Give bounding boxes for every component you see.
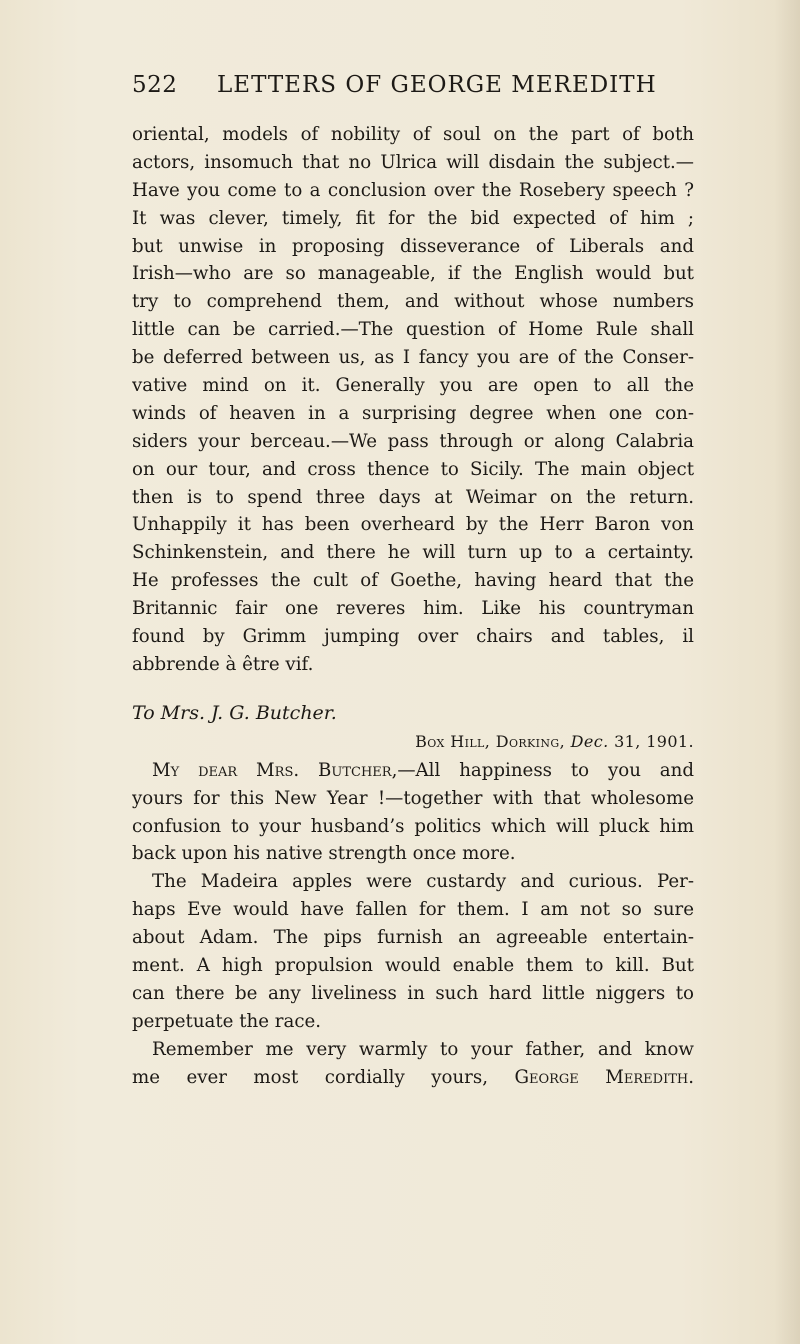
dateline-place: Box Hill, Dorking, [415,731,566,751]
text-line: oriental, models of nobility of soul on the part of both [132,124,694,145]
text-line: ment. A high propulsion would enable them to kill. But [132,955,694,977]
text-line: Unhappily it has been overheard by the Herr Baron von [132,514,694,536]
text-line: perpetuate the race. [132,1010,322,1032]
text-line: Britannic fair one reveres him. Like his countryman [132,598,694,620]
running-head: LETTERS OF GEORGE MEREDITH [217,72,657,98]
text-line: confusion to your husband’s politics which will pluck him [132,815,694,837]
section-gap [132,679,694,699]
dateline-date: 31, 1901. [614,731,694,751]
text-line: actors, insomuch that no Ulrica will disdain the subject.— [132,151,694,173]
letter-dateline [132,727,694,757]
text-line: Remember me very warmly to your father, and know [152,1038,694,1060]
text-line: try to comprehend them, and without whose numbers [132,291,694,313]
text-line: vative mind on it. Generally you are open to all the [132,375,694,397]
text-line: but unwise in proposing disseverance of Liberals and [132,235,694,257]
text-line: little can be carried.—The question of Home Rule shall [132,319,694,341]
text-line: winds of heaven in a surprising degree when one con- [132,402,694,424]
dateline-month: Dec. [570,731,609,751]
text-line: about Adam. The pips furnish an agreeable entertain- [132,927,694,949]
text-line: on our tour, and cross thence to Sicily. The main object [132,458,694,480]
text-line: He professes the cult of Goethe, having heard that the [132,570,694,592]
closing-text: me ever most cordially yours, [132,1066,488,1088]
text-line: back upon his native strength once more. [132,843,516,865]
letter-addressee: To Mrs. J. G. Butcher. [132,701,337,724]
text-line: abbrende à être vif. [132,653,314,675]
text-line: Irish—who are so manageable, if the English would but [132,263,694,285]
closing-line [132,1064,694,1092]
text-line: Schinkenstein, and there he will turn up to a certainty. [132,542,694,564]
text-line: Have you come to a conclusion over the Rosebery speech ? [132,179,694,201]
text-line: be deferred between us, as I fancy you are of the Conser- [132,347,694,369]
signature: George Meredith. [514,1066,694,1088]
text-line: haps Eve would have fallen for them. I am not so sure [132,899,694,921]
salutation-continuation: —All happiness to you and [397,759,694,781]
text-line: yours for this New Year !—together with that wholesome [132,787,694,809]
salutation-line [132,757,694,785]
paragraph-continuation [132,121,694,679]
letter-section [132,699,694,1092]
text-line: then is to spend three days at Weimar on the return. [132,486,694,508]
page-number: 522 [132,72,178,98]
text-line: The Madeira apples were custardy and curious. Per- [152,871,694,893]
page-edge-shadow [774,0,800,1344]
text-line: It was clever, timely, fit for the bid expected of him ; [132,207,694,229]
page-header [132,72,712,112]
salutation: My dear Mrs. Butcher, [152,759,398,781]
text-line: can there be any liveliness in such hard little niggers to [132,982,694,1004]
text-line: siders your berceau.—We pass through or along Calabria [132,430,694,452]
text-line: found by Grimm jumping over chairs and tables, il [132,626,694,648]
page-body [132,121,694,1092]
